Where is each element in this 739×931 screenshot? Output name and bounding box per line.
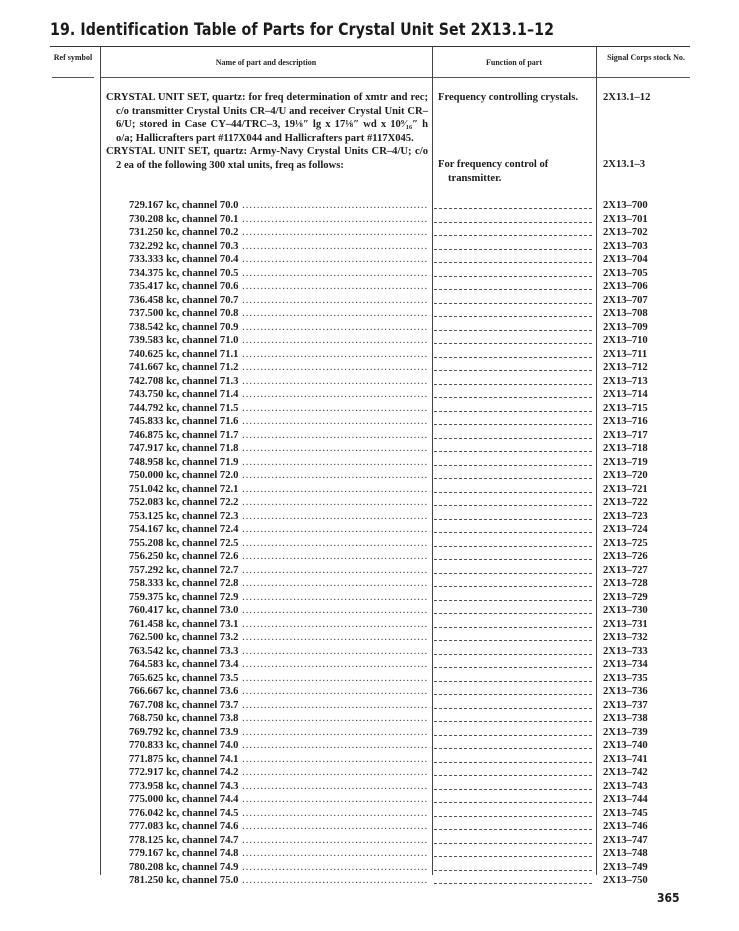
stock-number: 2X13–715 [603, 402, 648, 414]
table-row [0, 226, 739, 240]
crystal-unit-name: 744.792 kc, channel 71.5 ..... [129, 402, 428, 416]
stock-number: 2X13–713 [603, 375, 648, 387]
function-leader-dots [434, 735, 592, 736]
table-row [0, 429, 739, 443]
function-leader-dots [434, 762, 592, 763]
crystal-unit-name: 738.542 kc, channel 70.9 ..... [129, 321, 428, 335]
header-rule-name [100, 77, 432, 78]
function-leader-dots [434, 276, 592, 277]
crystal-unit-name: 751.042 kc, channel 72.1 ..... [129, 483, 428, 497]
table-row [0, 780, 739, 794]
table-row [0, 537, 739, 551]
crystal-unit-name: 752.083 kc, channel 72.2 ..... [129, 496, 428, 510]
stock-number: 2X13–725 [603, 537, 648, 549]
function-leader-dots [434, 546, 592, 547]
function-leader-dots [434, 627, 592, 628]
stock-number: 2X13–723 [603, 510, 648, 522]
stock-number: 2X13–716 [603, 416, 648, 427]
stock-number: 2X13–708 [603, 308, 648, 319]
crystal-unit-name: 768.750 kc, channel 73.8 ..... [129, 712, 428, 726]
table-row [0, 550, 739, 564]
function-leader-dots [434, 451, 592, 452]
stock-number: 2X13–744 [603, 794, 648, 805]
stock-number: 2X13–701 [603, 213, 648, 225]
table-row [0, 820, 739, 834]
stock-number: 2X13–733 [603, 645, 648, 657]
function-leader-dots [434, 492, 592, 493]
header-name: Name of part and description [215, 58, 317, 67]
crystal-unit-name: 781.250 kc, channel 75.0 ..... [129, 874, 428, 888]
function-leader-dots [434, 667, 592, 668]
stock-number: 2X13–712 [603, 362, 648, 373]
stock-number: 2X13–718 [603, 443, 648, 454]
crystal-unit-name: 740.625 kc, channel 71.1 ..... [129, 348, 428, 362]
table-row [0, 766, 739, 780]
stock-number: 2X13–745 [603, 807, 648, 819]
function-leader-dots [434, 586, 592, 587]
table-row [0, 510, 739, 524]
crystal-unit-name: 753.125 kc, channel 72.3 ..... [129, 510, 428, 524]
crystal-unit-name: 762.500 kc, channel 73.2 ..... [129, 631, 428, 645]
crystal-unit-name: 777.083 kc, channel 74.6 ..... [129, 820, 428, 834]
function-leader-dots [434, 438, 592, 439]
stock-number: 2X13–700 [603, 200, 648, 211]
crystal-unit-name: 780.208 kc, channel 74.9 ..... [129, 861, 428, 875]
stock-number: 2X13–728 [603, 578, 648, 589]
function-leader-dots [434, 532, 592, 533]
crystal-unit-list [0, 199, 739, 888]
stock-number: 2X13–741 [603, 753, 648, 765]
crystal-unit-name: 769.792 kc, channel 73.9 ..... [129, 726, 428, 740]
stock-number: 2X13–720 [603, 470, 648, 481]
stock-number: 2X13–730 [603, 605, 648, 616]
crystal-unit-name: 776.042 kc, channel 74.5 ..... [129, 807, 428, 821]
main-item-name [106, 91, 428, 172]
stock-number: 2X13–726 [603, 551, 648, 562]
function-leader-dots [434, 289, 592, 290]
stock-number: 2X13–740 [603, 740, 648, 751]
function-leader-dots [434, 222, 592, 223]
crystal-unit-name: 730.208 kc, channel 70.1 ..... [129, 213, 428, 227]
function-leader-dots [434, 802, 592, 803]
crystal-unit-name: 779.167 kc, channel 74.8 ..... [129, 847, 428, 861]
function-leader-dots [434, 600, 592, 601]
function-leader-dots [434, 721, 592, 722]
table-row [0, 483, 739, 497]
main-item-stock-2: 2X13.1–3 [603, 159, 646, 170]
table-row [0, 496, 739, 510]
function-leader-dots [434, 613, 592, 614]
stock-number: 2X13–706 [603, 281, 648, 292]
stock-number: 2X13–738 [603, 713, 648, 724]
function-leader-dots [434, 465, 592, 466]
stock-number: 2X13–721 [603, 483, 648, 495]
crystal-unit-name: 754.167 kc, channel 72.4 ..... [129, 523, 428, 537]
function-leader-dots [434, 883, 592, 884]
crystal-unit-name: 757.292 kc, channel 72.7 ..... [129, 564, 428, 578]
crystal-unit-name: 745.833 kc, channel 71.6 ..... [129, 415, 428, 429]
crystal-unit-name: 770.833 kc, channel 74.0 ..... [129, 739, 428, 753]
crystal-unit-name: 732.292 kc, channel 70.3 ..... [129, 240, 428, 254]
function-leader-dots [434, 654, 592, 655]
table-row [0, 523, 739, 537]
table-row [0, 604, 739, 618]
function-leader-dots [434, 411, 592, 412]
main-item-function-1: Frequency controlling crystals. [438, 92, 578, 103]
crystal-unit-name: 747.917 kc, channel 71.8 ..... [129, 442, 428, 456]
header-rule-function [432, 77, 596, 78]
function-leader-dots [434, 816, 592, 817]
crystal-unit-name: 742.708 kc, channel 71.3 ..... [129, 375, 428, 389]
stock-number: 2X13–732 [603, 632, 648, 643]
stock-number: 2X13–737 [603, 699, 648, 711]
stock-number: 2X13–731 [603, 618, 648, 630]
table-row [0, 199, 739, 213]
crystal-unit-name: 763.542 kc, channel 73.3 ..... [129, 645, 428, 659]
table-row [0, 726, 739, 740]
function-leader-dots [434, 829, 592, 830]
function-leader-dots [434, 262, 592, 263]
header-stock: Signal Corps stock No. [607, 53, 685, 62]
stock-number: 2X13–739 [603, 726, 648, 738]
table-row [0, 591, 739, 605]
main-item-function-2: For frequency control of transmitter. [438, 159, 549, 184]
crystal-unit-name: 766.667 kc, channel 73.6 ..... [129, 685, 428, 699]
crystal-unit-name: 765.625 kc, channel 73.5 ..... [129, 672, 428, 686]
table-row [0, 618, 739, 632]
crystal-unit-name: 761.458 kc, channel 73.1 ..... [129, 618, 428, 632]
table-row [0, 294, 739, 308]
function-leader-dots [434, 397, 592, 398]
crystal-unit-name: 743.750 kc, channel 71.4 ..... [129, 388, 428, 402]
function-leader-dots [434, 424, 592, 425]
table-row [0, 213, 739, 227]
stock-number: 2X13–734 [603, 659, 648, 670]
stock-number: 2X13–735 [603, 672, 648, 684]
function-leader-dots [434, 559, 592, 560]
stock-number: 2X13–748 [603, 848, 648, 859]
table-row [0, 361, 739, 375]
table-row [0, 874, 739, 888]
stock-number: 2X13–722 [603, 497, 648, 508]
stock-number: 2X13–743 [603, 780, 648, 792]
function-leader-dots [434, 870, 592, 871]
crystal-unit-name: 772.917 kc, channel 74.2 ..... [129, 766, 428, 780]
crystal-unit-name: 748.958 kc, channel 71.9 ..... [129, 456, 428, 470]
crystal-unit-name: 764.583 kc, channel 73.4 ..... [129, 658, 428, 672]
table-row [0, 834, 739, 848]
function-leader-dots [434, 775, 592, 776]
stock-number: 2X13–736 [603, 686, 648, 697]
table-row [0, 861, 739, 875]
crystal-unit-name: 778.125 kc, channel 74.7 ..... [129, 834, 428, 848]
stock-number: 2X13–704 [603, 254, 648, 265]
table-row [0, 469, 739, 483]
table-row [0, 739, 739, 753]
function-leader-dots [434, 343, 592, 344]
function-leader-dots [434, 708, 592, 709]
crystal-unit-name: 736.458 kc, channel 70.7 ..... [129, 294, 428, 308]
crystal-unit-name: 756.250 kc, channel 72.6 ..... [129, 550, 428, 564]
function-leader-dots [434, 478, 592, 479]
stock-number: 2X13–711 [603, 348, 648, 360]
crystal-unit-name: 746.875 kc, channel 71.7 ..... [129, 429, 428, 443]
table-row [0, 753, 739, 767]
stock-number: 2X13–719 [603, 456, 648, 468]
function-leader-dots [434, 573, 592, 574]
crystal-unit-set-3-description: CRYSTAL UNIT SET, quartz: Army-Navy Crystal Units CR–4/U; c/o 2 ea of the following 300 xtal units, freq as follows: [106, 146, 428, 171]
table-row [0, 375, 739, 389]
crystal-unit-name: 767.708 kc, channel 73.7 ..... [129, 699, 428, 713]
table-row [0, 564, 739, 578]
crystal-unit-name: 750.000 kc, channel 72.0 ..... [129, 469, 428, 483]
function-leader-dots [434, 856, 592, 857]
crystal-unit-name: 771.875 kc, channel 74.1 ..... [129, 753, 428, 767]
function-leader-dots [434, 519, 592, 520]
crystal-unit-name: 775.000 kc, channel 74.4 ..... [129, 793, 428, 807]
crystal-unit-name: 741.667 kc, channel 71.2 ..... [129, 361, 428, 375]
stock-number: 2X13–703 [603, 240, 648, 252]
table-row [0, 672, 739, 686]
crystal-unit-name: 760.417 kc, channel 73.0 ..... [129, 604, 428, 618]
table-row [0, 415, 739, 429]
table-row [0, 456, 739, 470]
function-leader-dots [434, 640, 592, 641]
crystal-unit-name: 737.500 kc, channel 70.8 ..... [129, 307, 428, 321]
stock-number: 2X13–729 [603, 591, 648, 603]
function-leader-dots [434, 694, 592, 695]
table-row [0, 280, 739, 294]
function-leader-dots [434, 748, 592, 749]
table-row [0, 699, 739, 713]
table-row [0, 645, 739, 659]
stock-number: 2X13–717 [603, 429, 648, 441]
table-row [0, 712, 739, 726]
crystal-unit-name: 735.417 kc, channel 70.6 ..... [129, 280, 428, 294]
table-row [0, 577, 739, 591]
crystal-unit-name: 733.333 kc, channel 70.4 ..... [129, 253, 428, 267]
main-item-stock-1: 2X13.1–12 [603, 92, 651, 103]
header-rule-ref [52, 77, 94, 78]
crystal-unit-name: 758.333 kc, channel 72.8 ..... [129, 577, 428, 591]
function-leader-dots [434, 357, 592, 358]
table-row [0, 847, 739, 861]
function-leader-dots [434, 681, 592, 682]
stock-number: 2X13–747 [603, 834, 648, 846]
table-row [0, 793, 739, 807]
function-leader-dots [434, 235, 592, 236]
stock-number: 2X13–707 [603, 294, 648, 306]
function-leader-dots [434, 303, 592, 304]
stock-number: 2X13–750 [603, 875, 648, 886]
table-row [0, 442, 739, 456]
function-leader-dots [434, 316, 592, 317]
function-leader-dots [434, 208, 592, 209]
table-row [0, 348, 739, 362]
stock-number: 2X13–749 [603, 861, 648, 873]
table-row [0, 267, 739, 281]
function-leader-dots [434, 249, 592, 250]
table-row [0, 307, 739, 321]
crystal-unit-set-12-description: CRYSTAL UNIT SET, quartz: for freq determination of xmtr and rec; c/o transmitter Crystal Units CR–4/U and receiver Crystal Unit CR–6/U; stored in Case CY–44/TRC–3, 19⅛″ lg x 17⅛″ wd x 10⁹⁄₁₆″ h o/a; Hallicrafters part #117X044 and Hallicrafters part #117X045. [106, 92, 428, 144]
stock-number: 2X13–709 [603, 321, 648, 333]
table-row [0, 658, 739, 672]
header-ref-symbol: Ref symbol [53, 53, 93, 62]
table-row [0, 321, 739, 335]
page-number: 365 [657, 891, 680, 905]
function-leader-dots [434, 843, 592, 844]
table-row [0, 807, 739, 821]
crystal-unit-name: 773.958 kc, channel 74.3 ..... [129, 780, 428, 794]
crystal-unit-name: 739.583 kc, channel 71.0 ..... [129, 334, 428, 348]
table-row [0, 334, 739, 348]
stock-number: 2X13–742 [603, 767, 648, 778]
page-title: 19. Identification Table of Parts for Crystal Unit Set 2X13.1–12 [50, 20, 555, 39]
function-leader-dots [434, 505, 592, 506]
stock-number: 2X13–702 [603, 227, 648, 238]
stock-number: 2X13–746 [603, 821, 648, 832]
table-row [0, 240, 739, 254]
stock-number: 2X13–727 [603, 564, 648, 576]
table-row [0, 631, 739, 645]
crystal-unit-name: 734.375 kc, channel 70.5 ..... [129, 267, 428, 281]
crystal-unit-name: 729.167 kc, channel 70.0 ..... [129, 199, 428, 213]
stock-number: 2X13–710 [603, 335, 648, 346]
crystal-unit-name: 759.375 kc, channel 72.9 ..... [129, 591, 428, 605]
stock-number: 2X13–724 [603, 524, 648, 535]
stock-number: 2X13–705 [603, 267, 648, 279]
stock-number: 2X13–714 [603, 389, 648, 400]
table-row [0, 685, 739, 699]
function-leader-dots [434, 330, 592, 331]
header-rule-stock [596, 77, 690, 78]
function-leader-dots [434, 789, 592, 790]
title-rule [50, 46, 690, 47]
header-function: Function of part [486, 58, 542, 67]
function-leader-dots [434, 384, 592, 385]
table-row [0, 253, 739, 267]
table-row [0, 402, 739, 416]
crystal-unit-name: 731.250 kc, channel 70.2 ..... [129, 226, 428, 240]
function-leader-dots [434, 370, 592, 371]
crystal-unit-name: 755.208 kc, channel 72.5 ..... [129, 537, 428, 551]
table-row [0, 388, 739, 402]
